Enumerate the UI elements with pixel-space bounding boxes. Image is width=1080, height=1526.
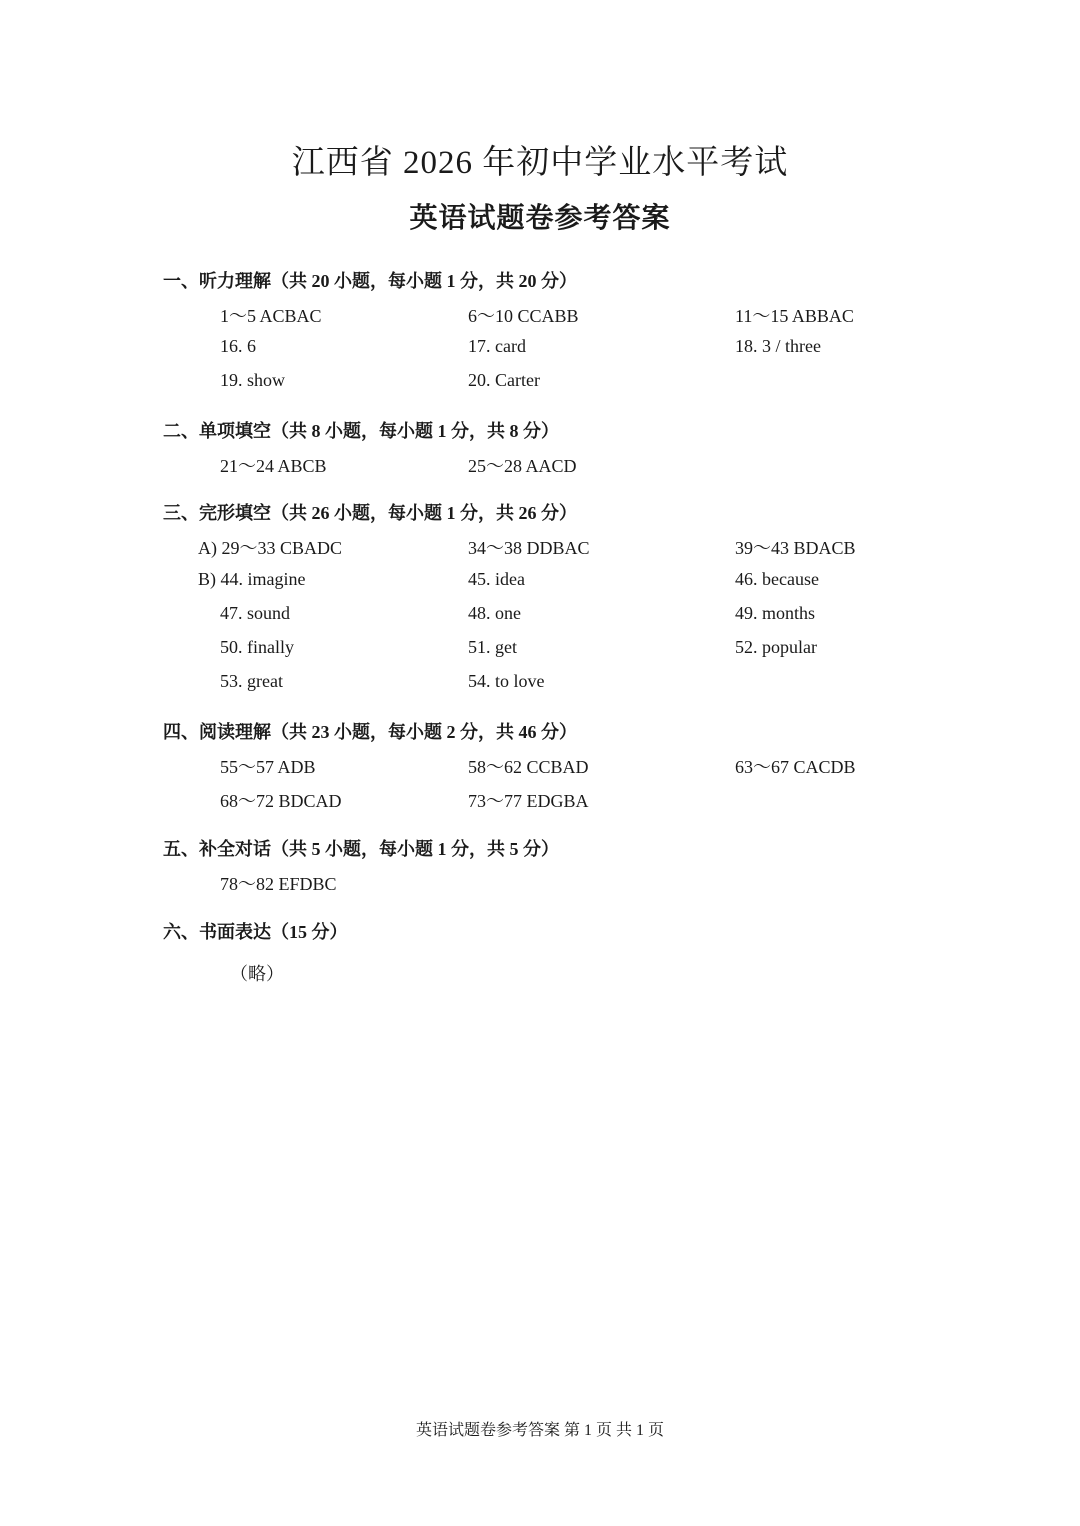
answer-item: 21～24 ABCB [220, 456, 327, 476]
answer-item: 11～15 ABBAC [735, 306, 854, 326]
answer-item: 52. popular [735, 637, 817, 657]
answer-item: 50. finally [220, 637, 294, 657]
answer-item: A) 29～33 CBADC [198, 538, 343, 558]
answer-item: 19. show [220, 370, 286, 390]
answer-item: 25～28 AACD [468, 456, 577, 476]
answer-item: 17. card [468, 336, 526, 356]
answer-item: 20. Carter [468, 370, 540, 390]
answer-item: 63～67 CACDB [735, 757, 856, 777]
answer-item: 49. months [735, 603, 816, 623]
page-subtitle: 英语试题卷参考答案 [409, 203, 671, 234]
answer-item: 18. 3 / three [735, 336, 821, 356]
answer-item: 58～62 CCBAD [468, 757, 589, 777]
answer-item: 48. one [468, 603, 521, 623]
answer-item: 34～38 DDBAC [468, 538, 590, 558]
section-heading-cloze: 三、完形填空（共 26 小题，每小题 1 分，共 26 分） [163, 503, 577, 523]
answer-item: 73～77 EDGBA [468, 791, 589, 811]
answer-item: 51. get [468, 637, 517, 657]
answer-item: 47. sound [220, 603, 291, 623]
answer-item: 55～57 ADB [220, 757, 316, 777]
answer-item: 78～82 EFDBC [220, 874, 337, 894]
section-heading-writing: 六、书面表达（15 分） [163, 922, 348, 942]
answer-item: 6～10 CCABB [468, 306, 579, 326]
answer-item: 46. because [735, 569, 819, 589]
writing-omitted-note: （略） [230, 964, 284, 984]
answer-item: 53. great [220, 671, 283, 691]
section-heading-listening: 一、听力理解（共 20 小题，每小题 1 分，共 20 分） [163, 271, 577, 291]
answer-item: 45. idea [468, 569, 525, 589]
answer-item: 68～72 BDCAD [220, 791, 342, 811]
answer-item: 16. 6 [220, 336, 256, 356]
page-footer: 英语试题卷参考答案 第 1 页 共 1 页 [415, 1422, 664, 1439]
section-heading-single-choice: 二、单项填空（共 8 小题，每小题 1 分，共 8 分） [163, 421, 559, 441]
answer-item: 39～43 BDACB [735, 538, 856, 558]
answer-item: 54. to love [468, 671, 545, 691]
page-title: 江西省 2026 年初中学业水平考试 [291, 145, 789, 181]
answer-item: B) 44. imagine [198, 569, 306, 589]
section-heading-reading: 四、阅读理解（共 23 小题，每小题 2 分，共 46 分） [163, 722, 577, 742]
answer-item: 1～5 ACBAC [220, 306, 322, 326]
section-heading-dialogue: 五、补全对话（共 5 小题，每小题 1 分，共 5 分） [163, 839, 559, 859]
